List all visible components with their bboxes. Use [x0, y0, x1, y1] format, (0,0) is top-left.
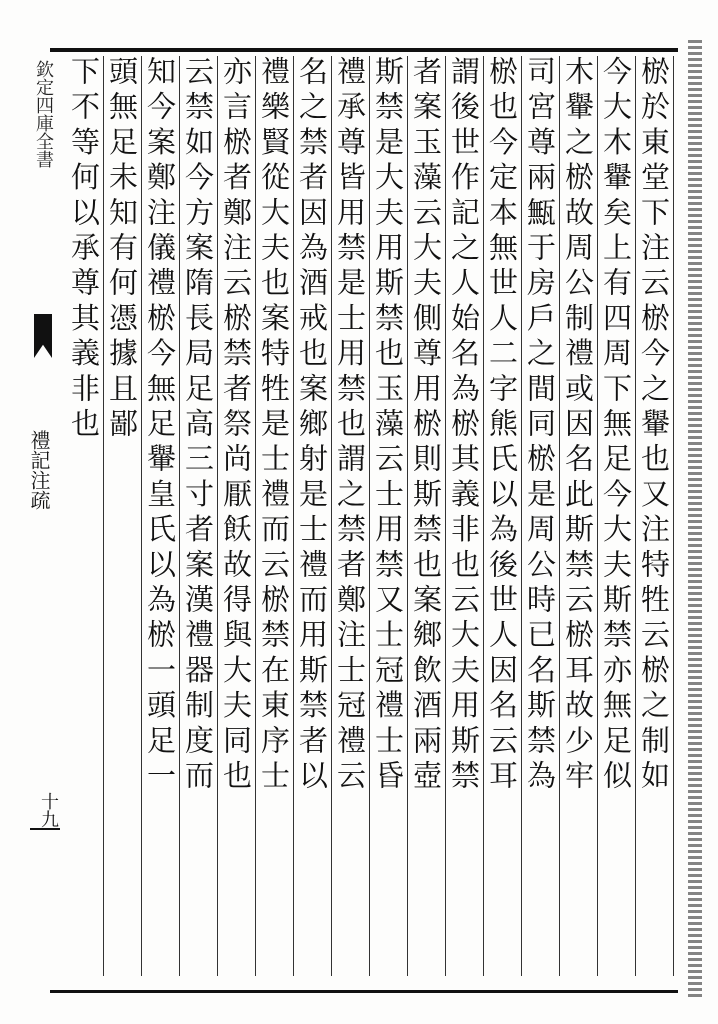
column-rule	[521, 56, 522, 976]
column-rule	[597, 56, 598, 976]
column-rule	[407, 56, 408, 976]
margin-folio-number: 十九	[30, 792, 60, 830]
column-rule	[293, 56, 294, 976]
column-rule	[141, 56, 142, 976]
text-column-14: 知今案鄭注儀禮棜今無足轝皇氏以為棜一頭足一	[143, 56, 177, 796]
text-column-3: 木轝之棜故周公制禮或因名此斯禁云棜耳故少牢	[561, 56, 595, 796]
text-column-8: 斯禁是大夫用斯禁也玉藻云士用禁又士冠禮士昏	[371, 56, 405, 796]
text-column-16: 下不等何以承尊其義非也	[67, 56, 101, 444]
text-column-13: 云禁如今方案隋長局足高三寸者案漢禮器制度而	[181, 56, 215, 796]
column-rule	[635, 56, 636, 976]
text-column-2: 今大木轝矣上有四周下無足今大夫斯禁亦無足似	[599, 56, 633, 796]
text-column-5: 棜也今定本無世人二字熊氏以為後世人因名云耳	[485, 56, 519, 796]
text-column-11: 禮樂賢從大夫也案特牲是士禮而云棜禁在東序士	[257, 56, 291, 796]
column-rule	[217, 56, 218, 976]
column-rule	[483, 56, 484, 976]
text-column-15: 頭無足未知有何憑據且鄙	[105, 56, 139, 444]
text-column-7: 者案玉藻云大夫側尊用棜則斯禁也案鄉飲酒兩壺	[409, 56, 443, 796]
column-rule	[179, 56, 180, 976]
text-column-1: 棜於東堂下注云棜今之轝也又注特牲云棜之制如	[637, 56, 671, 796]
page-edge-binding	[688, 40, 702, 1000]
column-rule	[369, 56, 370, 976]
column-rule	[103, 56, 104, 976]
text-column-12: 亦言棜者鄭注云棜禁者祭尚厭飫故得與大夫同也	[219, 56, 253, 796]
column-rule	[673, 56, 674, 976]
column-rule	[255, 56, 256, 976]
text-column-4: 司宮尊兩甒于房戶之間同棜是周公時已名斯禁為	[523, 56, 557, 796]
margin-book-title: 禮記注疏	[27, 430, 51, 510]
fish-tail-mark-icon	[34, 314, 52, 358]
text-column-6: 謂後世作記之人始名為棜其義非也云大夫用斯禁	[447, 56, 481, 796]
column-rule	[331, 56, 332, 976]
column-rule	[559, 56, 560, 976]
text-column-10: 名之禁者因為酒戒也案鄉射是士禮而用斯禁者以	[295, 56, 329, 796]
text-column-9: 禮承尊皆用禁是士用禁也謂之禁者鄭注士冠禮云	[333, 56, 367, 796]
margin-top-label: 欽定四庫全書	[33, 60, 54, 168]
column-rule	[445, 56, 446, 976]
